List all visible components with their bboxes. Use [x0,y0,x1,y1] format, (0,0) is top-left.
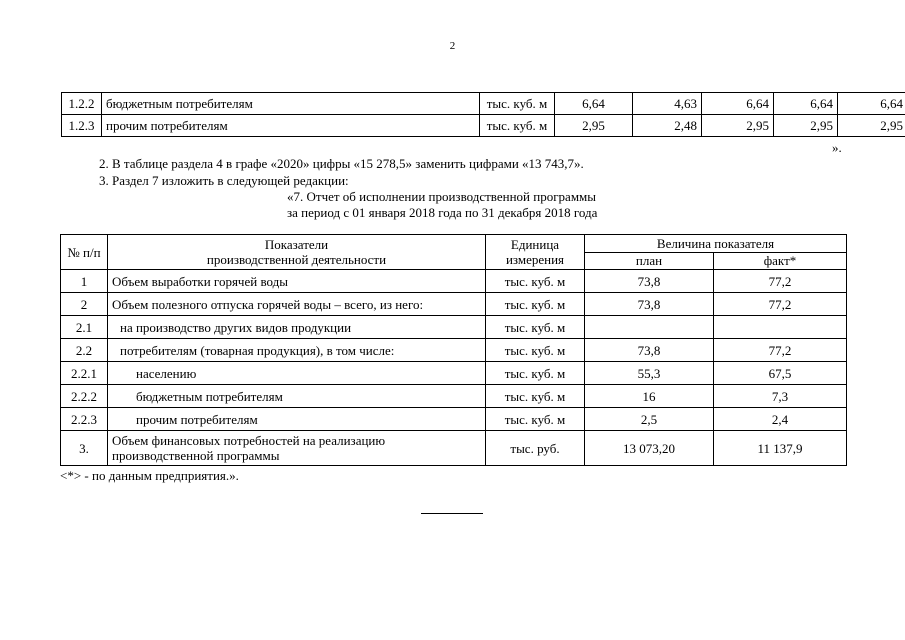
row-unit: тыс. куб. м [486,385,585,408]
footnote: <*> - по данным предприятия.». [60,468,239,483]
paragraph-3: 3. Раздел 7 изложить в следующей редакции: [99,173,349,188]
header-plan: план [585,252,714,270]
row-value: 6,64 [774,93,838,115]
header-indicators-line1: Показатели [264,237,329,252]
header-indicators-line2: производственной деятельности [206,252,387,267]
row-plan: 73,8 [585,293,714,316]
row-fact: 77,2 [714,270,847,293]
row-name: населению [108,362,486,385]
production-program-report-table [60,234,847,466]
row-fact: 2,4 [714,408,847,431]
row-unit: тыс. куб. м [486,339,585,362]
section-title-line1: «7. Отчет об исполнении производственной программы [287,189,597,204]
table-header-row [61,235,847,253]
row-value: 6,64 [838,93,905,115]
header-fact: факт* [714,252,847,270]
row-unit: тыс. куб. м [480,115,555,137]
table-row [62,93,905,115]
row-plan: 55,3 [585,362,714,385]
table-row [61,270,847,293]
row-name [108,431,486,466]
section-title-line2: за период с 01 января 2018 года по 31 декабря 2018 года [287,205,598,220]
row-unit: тыс. куб. м [486,316,585,339]
row-name-line2: производственной программы [112,448,280,463]
row-number: 1.2.3 [62,115,102,137]
row-number: 2 [61,293,108,316]
paragraph-2: 2. В таблице раздела 4 в графе «2020» цифры «15 278,5» заменить цифрами «13 743,7». [99,156,584,171]
row-value: 2,48 [633,115,702,137]
row-value: 6,64 [555,93,633,115]
header-unit-line1: Единица [510,237,560,252]
row-name: бюджетным потребителям [108,385,486,408]
table-row [61,293,847,316]
row-name: Объем полезного отпуска горячей воды – всего, из него: [108,293,486,316]
row-unit: тыс. руб. [486,431,585,466]
row-value: 4,63 [633,93,702,115]
row-unit: тыс. куб. м [486,362,585,385]
row-name: Объем выработки горячей воды [108,270,486,293]
row-fact: 11 137,9 [714,431,847,466]
end-divider [421,513,483,514]
row-number: 1.2.2 [62,93,102,115]
row-name: потребителям (товарная продукция), в том числе: [108,339,486,362]
row-plan: 16 [585,385,714,408]
row-plan: 73,8 [585,270,714,293]
row-unit: тыс. куб. м [486,293,585,316]
table-row [61,362,847,385]
row-plan: 73,8 [585,339,714,362]
page-number: 2 [449,40,456,52]
header-indicators [108,235,486,270]
table-row [61,316,847,339]
row-name: бюджетным потребителям [102,93,480,115]
table-row [61,408,847,431]
row-name: прочим потребителям [108,408,486,431]
row-number: 2.2.2 [61,385,108,408]
row-number: 3. [61,431,108,466]
row-number: 2.2.3 [61,408,108,431]
header-num: № п/п [61,235,108,270]
row-name: на производство других видов продукции [108,316,486,339]
closing-quote: ». [832,140,842,155]
table-row [61,385,847,408]
row-number: 1 [61,270,108,293]
row-name: прочим потребителям [102,115,480,137]
row-fact: 7,3 [714,385,847,408]
row-number: 2.2 [61,339,108,362]
header-value: Величина показателя [585,235,847,253]
row-value: 6,64 [702,93,774,115]
row-name-line1: Объем финансовых потребностей на реализацию [112,433,386,448]
row-fact: 77,2 [714,339,847,362]
table-row [61,339,847,362]
row-number: 2.1 [61,316,108,339]
row-fact: 67,5 [714,362,847,385]
row-unit: тыс. куб. м [480,93,555,115]
table-row [61,431,847,466]
row-plan [585,316,714,339]
row-fact: 77,2 [714,293,847,316]
header-unit-line2: измерения [505,252,565,267]
row-value: 2,95 [838,115,905,137]
row-plan: 13 073,20 [585,431,714,466]
row-value: 2,95 [702,115,774,137]
row-unit: тыс. куб. м [486,270,585,293]
row-value: 2,95 [774,115,838,137]
previous-table [61,92,905,137]
row-number: 2.2.1 [61,362,108,385]
row-value: 2,95 [555,115,633,137]
row-unit: тыс. куб. м [486,408,585,431]
row-fact [714,316,847,339]
header-unit [486,235,585,270]
row-plan: 2,5 [585,408,714,431]
table-row [62,115,905,137]
